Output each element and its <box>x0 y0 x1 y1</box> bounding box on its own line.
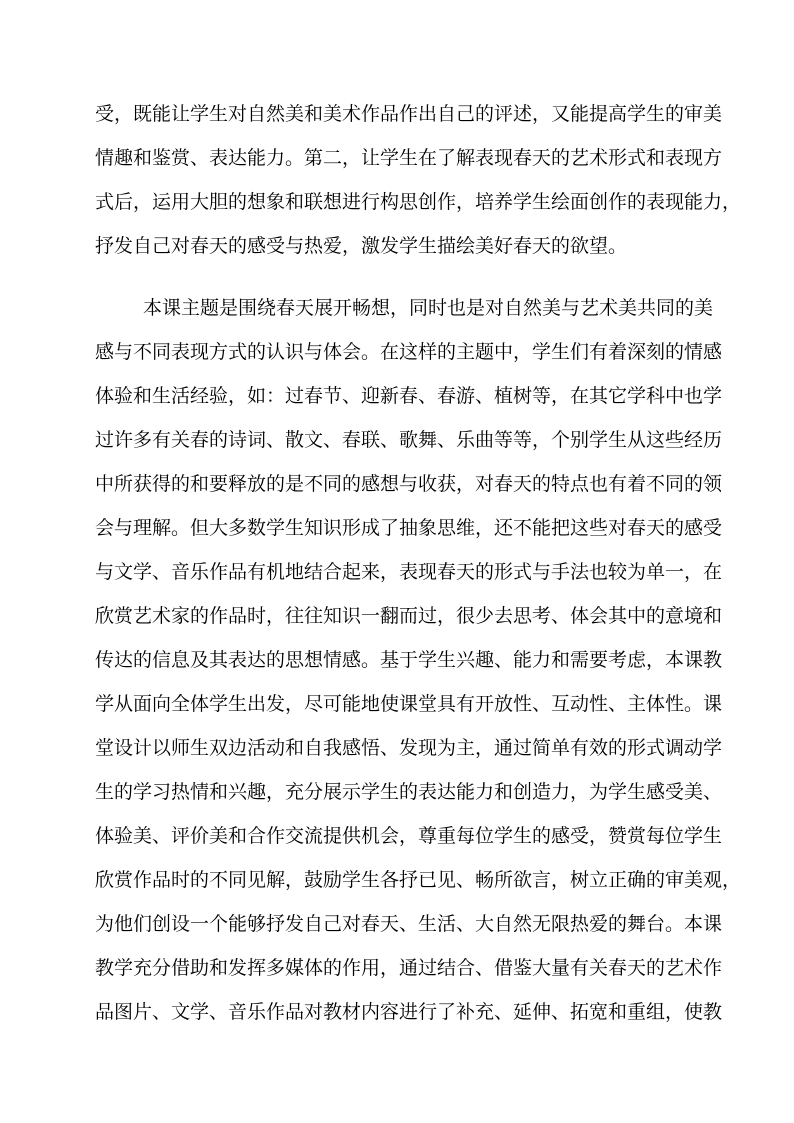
text-line: 体验和生活经验，如：过春节、迎新春、春游、植树等，在其它学科中也学 <box>95 385 723 407</box>
text-line: 过许多有关春的诗词、散文、春联、歌舞、乐曲等等，个别学生从这些经历 <box>95 429 723 451</box>
text-line: 堂设计以师生双边活动和自我感悟、发现为主，通过简单有效的形式调动学 <box>95 737 723 759</box>
text-line: 欣赏作品时的不同见解，鼓励学生各抒已见、畅所欲言，树立正确的审美观， <box>95 869 742 891</box>
text-line: 感与不同表现方式的认识与体会。在这样的主题中，学生们有着深刻的情感 <box>95 341 723 363</box>
text-line: 受，既能让学生对自然美和美术作品作出自己的评述，又能提高学生的审美 <box>95 103 723 125</box>
text-line: 中所获得的和要释放的是不同的感想与收获，对春天的特点也有着不同的领 <box>95 473 723 495</box>
text-line: 情趣和鉴赏、表达能力。第二，让学生在了解表现春天的艺术形式和表现方 <box>95 147 723 169</box>
text-line: 会与理解。但大多数学生知识形成了抽象思维，还不能把这些对春天的感受 <box>95 517 723 539</box>
text-line: 传达的信息及其表达的思想情感。基于学生兴趣、能力和需要考虑，本课教 <box>95 649 723 671</box>
text-line: 抒发自己对春天的感受与热爱，激发学生描绘美好春天的欲望。 <box>95 235 628 257</box>
text-line: 欣赏艺术家的作品时，往往知识一翻而过，很少去思考、体会其中的意境和 <box>95 605 723 627</box>
text-line: 本课主题是围绕春天展开畅想，同时也是对自然美与艺术美共同的美 <box>143 297 714 319</box>
text-line: 教学充分借助和发挥多媒体的作用，通过结合、借鉴大量有关春天的艺术作 <box>95 957 723 979</box>
text-line: 为他们创设一个能够抒发自己对春天、生活、大自然无限热爱的舞台。本课 <box>95 913 723 935</box>
text-line: 式后，运用大胆的想象和联想进行构思创作，培养学生绘面创作的表现能力， <box>95 191 742 213</box>
text-line: 生的学习热情和兴趣，充分展示学生的表达能力和创造力，为学生感受美、 <box>95 781 723 803</box>
text-line: 品图片、文学、音乐作品对教材内容进行了补充、延伸、拓宽和重组，使教 <box>95 1001 723 1023</box>
text-line: 学从面向全体学生出发，尽可能地使课堂具有开放性、互动性、主体性。课 <box>95 693 723 715</box>
text-line: 体验美、评价美和合作交流提供机会，尊重每位学生的感受，赞赏每位学生 <box>95 825 723 847</box>
text-line: 与文学、音乐作品有机地结合起来，表现春天的形式与手法也较为单一，在 <box>95 561 723 583</box>
